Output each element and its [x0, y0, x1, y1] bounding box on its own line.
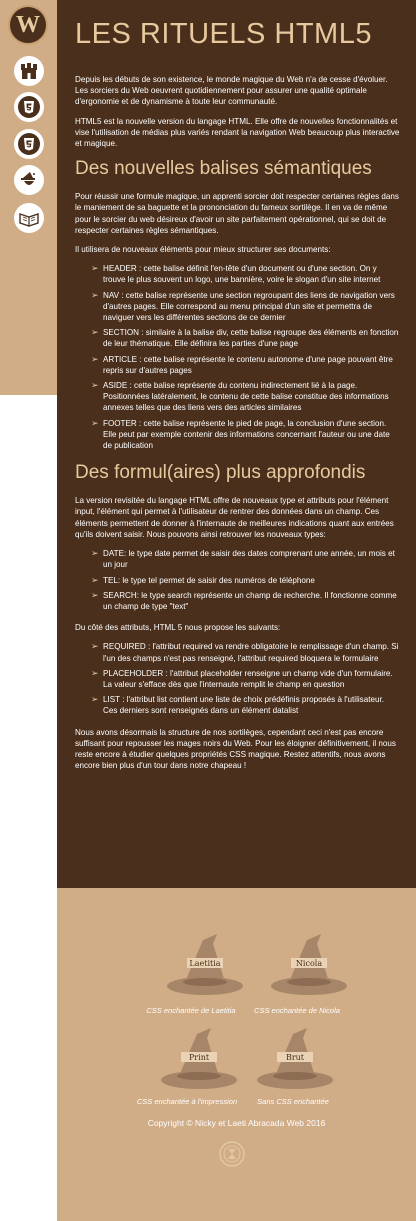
css3-icon[interactable] [14, 129, 44, 159]
list-item: ➢ HEADER : cette balise définit l'en-tête d'un document ou d'une section. On y trouve le plus souvent un logo, une bannière, voire le slogan d'un site internet [91, 263, 381, 285]
hat-laetitia-link[interactable] [155, 932, 255, 1002]
page-title: LES RITUELS HTML5 [75, 18, 372, 50]
attributes-list [75, 641, 400, 716]
html5-icon[interactable] [14, 92, 44, 122]
list-item: ➢ LIST : l'attribut list contient une liste de choix prédéfinis proposés à l'utilisateur. Ces derniers sont renseignés dans un élément datalist [91, 694, 384, 716]
hat-brut-link[interactable] [245, 1026, 345, 1096]
copyright-text: Copyright © Nicky et Laeti Abracada Web 2016 [147, 1118, 326, 1128]
castle-icon[interactable] [14, 56, 44, 86]
hat-label: Print [188, 1053, 210, 1062]
arrow-icon: ➢ [91, 263, 99, 274]
section-paragraph: Il utilisera de nouveaux éléments pour mieux structurer ses documents: [75, 245, 331, 255]
book-icon[interactable] [14, 203, 44, 233]
hat-caption: Sans CSS enchantée [257, 1097, 329, 1106]
list-item: ➢ NAV : cette balise représente une section regroupant des liens de navigation vers d'autres pages. Elle correspond au menu principal d'un site et permettra de naviguer vers les différentes sections de ce dernier [91, 289, 395, 323]
hat-caption: CSS enchantée à l'impression [136, 1097, 238, 1106]
list-item: ➢ SECTION : similaire à la balise div, cette balise regroupe des éléments en fonction de leur thématique. Elle définira les parties d'une page [91, 327, 399, 349]
footer [57, 888, 416, 1221]
arrow-icon: ➢ [91, 417, 99, 428]
hat-caption: CSS enchantée de Nicola [254, 1006, 340, 1015]
hat-print-link[interactable] [149, 1026, 249, 1096]
hat-label: Nicola [295, 959, 323, 968]
arrow-icon: ➢ [91, 667, 99, 678]
site-logo[interactable]: W [8, 5, 48, 45]
hat-nicola-link[interactable] [259, 932, 359, 1002]
arrow-icon: ➢ [91, 289, 99, 300]
hat-label: Laetitia [189, 959, 221, 968]
section-heading: Des nouvelles balises sémantiques [75, 158, 372, 180]
arrow-icon: ➢ [91, 548, 99, 559]
main-content [57, 0, 416, 888]
arrow-icon: ➢ [91, 694, 99, 705]
arrow-icon: ➢ [91, 327, 99, 338]
arrow-icon: ➢ [91, 641, 99, 652]
arrow-icon: ➢ [91, 589, 99, 600]
section-heading: Des formul(aires) plus approfondis [75, 462, 366, 484]
section-paragraph: Pour réussir une formule magique, un apprenti sorcier doit respecter certaines règles dans le maniement de sa baguette et la prononciation du fameux sortilège. Il en va de même pour le sorcier du web désireux d'avoir un site parfaitement opérationnel, qui se doit de respecter certaines règles sémantiques. [75, 192, 399, 235]
input-types-list [75, 548, 400, 612]
wizard-icon[interactable] [14, 165, 44, 195]
list-item: ➢ FOOTER : cette balise représente le pied de page, la conclusion d'une section. Elle peut par exemple contenir des informations concernant l'auteur ou une date de publication [91, 417, 390, 451]
intro-paragraph: Depuis les débuts de son existence, le monde magique du Web n'a de cesse d'évoluer. Les sorciers du Web oeuvrent quotidiennement pour assurer une qualité optimale d'ergonomie et de dynamisme à toute leur communauté. [75, 75, 388, 107]
list-item: ➢ PLACEHOLDER : l'attribut placeholder renseigne un champ vide d'un formulaire. La valeur s'efface dès que l'internaute remplit le champ en question [91, 667, 393, 689]
arrow-icon: ➢ [91, 574, 99, 585]
footer-logo-icon [218, 1140, 246, 1168]
list-item: ➢ ASIDE : cette balise représente du contenu indirectement lié à la page. Positionnées latéralement, le contenu de cette balise constitue des informations annexes telles que des liens vers des articles similaires [91, 380, 389, 413]
list-item: ➢ REQUIRED : l'attribut required va rendre obligatoire le remplissage d'un champ. Si l'un des champs n'est pas renseigné, l'attribut required bloquera le formulaire [91, 641, 399, 663]
hat-label: Brut [285, 1053, 305, 1062]
arrow-icon: ➢ [91, 353, 99, 364]
semantic-tags-list [75, 263, 400, 451]
list-item: ➢ TEL: le type tel permet de saisir des numéros de téléphone [91, 574, 315, 585]
closing-paragraph: Nous avons désormais la structure de nos sortilèges, cependant ceci n'est pas encore suffisant pour repousser les mages noirs du Web. Pour les éloigner définitivement, il nous reste encore à étudier quelques propriétés CSS magique. Restez attentifs, nous avons encore bien plus d'un tour dans notre chapeau ! [75, 727, 396, 771]
hat-caption: CSS enchantée de Laetitia [146, 1006, 236, 1015]
list-item: ➢ DATE: le type date permet de saisir des dates comprenant une année, un mois et un jour [91, 548, 395, 570]
list-item: ➢ ARTICLE : cette balise représente le contenu autonome d'une page pouvant être repris sur d'autres pages [91, 353, 393, 375]
intro-paragraph: HTML5 est la nouvelle version du langage HTML. Elle offre de nouvelles fonctionnalités et vise l'utilisation de médias plus variés rendant la navigation Web beaucoup plus interactive et magique. [75, 116, 400, 149]
arrow-icon: ➢ [91, 380, 99, 391]
list-item: ➢ SEARCH: le type search représente un champ de recherche. Il fonctionne comme un champ de type "text" [91, 589, 397, 611]
sidebar [0, 0, 57, 395]
section-paragraph: La version revisitée du langage HTML offre de nouveaux type et attributs pour l'élément input, l'élément qui permet à l'utilisateur de rentrer des données dans un champ. Ces éléments permettent de donner à l'internaute de meilleures indications quant aux entrées qu'ils doivent saisir. Nous pouvons ainsi retrouver les nouveaux types: [75, 496, 394, 539]
section-paragraph: Du côté des attributs, HTML 5 nous propose les suivants: [75, 623, 281, 633]
